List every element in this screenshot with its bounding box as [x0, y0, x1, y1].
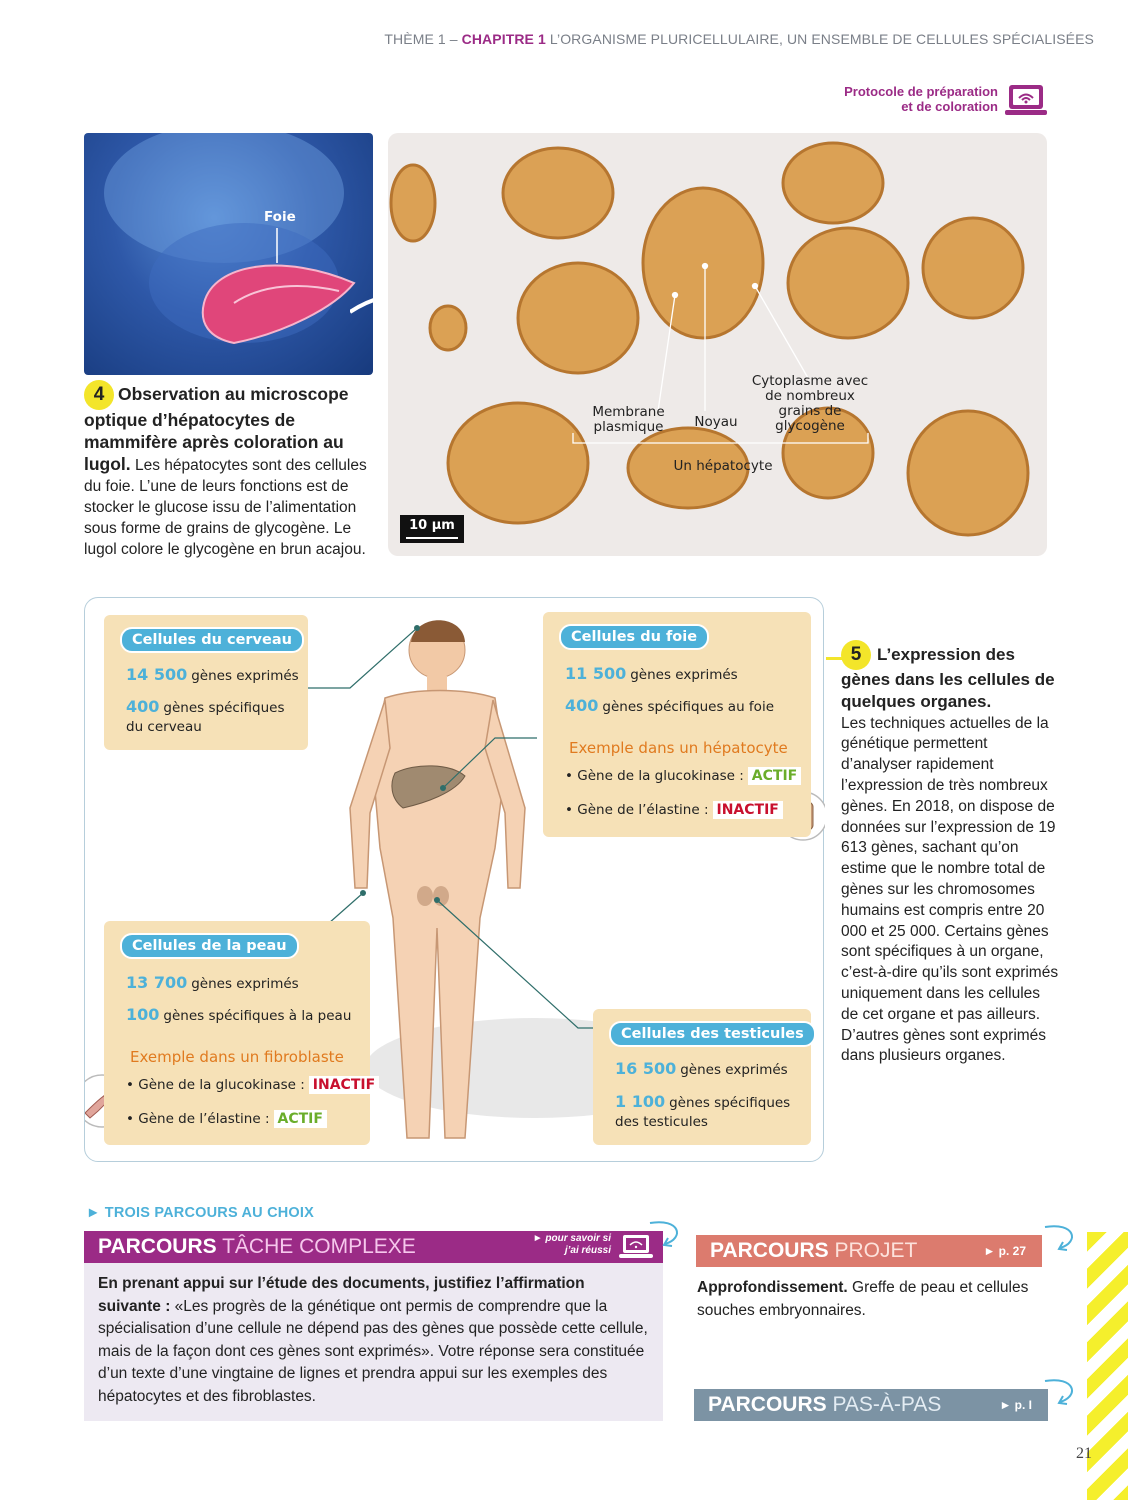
skin-gene-1-status: INACTIF — [309, 1076, 379, 1094]
pas-bold: PARCOURS — [708, 1393, 827, 1416]
skin-gene-1: • Gène de la glucokinase : — [126, 1077, 305, 1093]
header-title: L’ORGANISME PLURICELLULAIRE, UN ENSEMBLE DE CELLULES SPÉCIALISÉES — [545, 31, 1094, 47]
membrane-label: Membrane plasmique — [592, 404, 665, 435]
doc4-number: 4 — [84, 380, 114, 410]
liver-specific-text: gènes spécifiques au foie — [602, 699, 774, 715]
liver-gene-2: • Gène de l’élastine : — [565, 802, 709, 818]
torso-liver-illustration — [84, 133, 373, 375]
tache-lead: En prenant appui sur l’étude des documents, justifiez l’affirmation suivante : — [98, 1275, 585, 1315]
parcours-heading-text: TROIS PARCOURS AU CHOIX — [104, 1205, 315, 1221]
noyau-label: Noyau — [694, 414, 738, 430]
parcours-projet-bar[interactable] — [696, 1235, 1042, 1267]
header-chapter: CHAPITRE 1 — [461, 31, 546, 47]
torso-liver-graphic — [84, 133, 373, 375]
protocol-link[interactable] — [844, 84, 998, 114]
skin-specific-text: gènes spécifiques à la peau — [163, 1008, 352, 1024]
brain-genes-text: gènes exprimés — [191, 668, 299, 684]
brain-specific-count: 400 — [126, 697, 160, 716]
testis-cells-title: Cellules des testicules — [609, 1021, 816, 1047]
cytoplasme-label: Cytoplasme avec de nombreux grains de glycogène — [751, 373, 869, 434]
testis-specific-text: gènes spécifiques — [669, 1095, 791, 1111]
testis-specific-text-2: des testicules — [615, 1114, 708, 1130]
liver-gene-1-status: ACTIF — [748, 767, 801, 785]
doc4-text: Les hépatocytes sont des cellules du foie. L’une de leurs fonctions est de stocker le glucose issu de l’alimentation sous forme de grains de glycogène. Le lugol colore le glycogène en brun acajou. — [84, 457, 367, 558]
liver-cells-title: Cellules du foie — [559, 624, 709, 650]
doc4-caption — [84, 380, 384, 560]
skin-genes-count: 13 700 — [126, 973, 188, 992]
protocol-line-1: Protocole de préparation — [844, 84, 998, 99]
micrograph-graphic — [388, 133, 1047, 556]
tache-text: «Les progrès de la génétique ont permis de comprendre que la spécialisation d’une cellule ne dépend pas des gènes que possède cette cellule, mais de la façon dont ces gènes sont exprimés». Votre réponse sera constituée d’un texte d’une vingtaine de lignes et prendra appui sur les exemples des hépatocytes et des fibroblastes. — [98, 1297, 648, 1405]
liver-genes-count: 11 500 — [565, 664, 627, 683]
doc5-text: Les techniques actuelles de la génétique permettent d’analyser rapidement l’expression de très nombreux gènes. En 2018, on dispose de données sur l’expression de 19 613 gènes, sachant qu’on estime que le nombre total de gènes sur les chromosomes humains est compris entre 20 000 et 25 000. Certains gènes sont spécifiques à un organe, c’est-à-dire qu’ils sont exprimés uniquement dans les cellules de cet organe et pas ailleurs. D’autres gènes sont exprimés dans plusieurs organes. — [841, 714, 1059, 1065]
running-header — [384, 31, 1094, 47]
parcours-tache-bar[interactable] — [84, 1231, 663, 1263]
pas-page[interactable]: ► p. I — [999, 1398, 1032, 1412]
testis-genes-text: gènes exprimés — [680, 1062, 788, 1078]
page-number: 21 — [1076, 1445, 1092, 1462]
brain-cells-box — [104, 615, 308, 750]
liver-genes-text: gènes exprimés — [630, 667, 738, 683]
hepatocyte-micrograph — [388, 133, 1047, 556]
laptop-wifi-icon[interactable] — [1004, 83, 1048, 117]
tache-body — [84, 1263, 663, 1421]
skin-specific-count: 100 — [126, 1005, 160, 1024]
tache-light: TÂCHE COMPLEXE — [216, 1235, 416, 1258]
doc5-title: L’expression des gènes dans les cellules de quelques organes. — [841, 645, 1055, 711]
projet-page[interactable]: ► p. 27 — [983, 1244, 1026, 1258]
tache-hint-text: pour savoir si j’ai réussi — [545, 1233, 611, 1256]
parcours-pas-bar[interactable] — [694, 1389, 1048, 1421]
curved-arrow-icon — [640, 1218, 688, 1248]
testis-genes-count: 16 500 — [615, 1059, 677, 1078]
skin-example-title: Exemple dans un fibroblaste — [130, 1048, 344, 1066]
skin-gene-2: • Gène de l’élastine : — [126, 1111, 270, 1127]
brain-genes-count: 14 500 — [126, 665, 188, 684]
projet-body: Greffe de peau et cellules souches embryonnaires. — [697, 1279, 1029, 1319]
tache-hint: ► pour savoir si j’ai réussi — [532, 1233, 611, 1256]
liver-specific-count: 400 — [565, 696, 599, 715]
doc5-caption — [841, 640, 1061, 1067]
projet-lead: Approfondissement. — [697, 1279, 848, 1296]
liver-label: Foie — [264, 209, 296, 225]
liver-cells-box — [543, 612, 811, 837]
skin-cells-box — [104, 921, 376, 1145]
tache-bold: PARCOURS — [98, 1235, 217, 1258]
skin-cells-title: Cellules de la peau — [120, 933, 299, 959]
brain-specific-text: gènes spécifiques — [163, 700, 285, 716]
protocol-line-2: et de coloration — [901, 99, 998, 114]
curved-arrow-icon-3 — [1035, 1376, 1083, 1406]
liver-example-title: Exemple dans un hépatocyte — [569, 739, 788, 757]
yellow-stripes-decoration — [1087, 1232, 1128, 1500]
liver-gene-1: • Gène de la glucokinase : — [565, 768, 744, 784]
gene-expression-figure — [84, 597, 824, 1162]
pas-light: PAS-À-PAS — [826, 1393, 942, 1416]
header-theme: THÈME 1 – — [384, 31, 462, 47]
doc4-title: Observation au microscope optique d’hépatocytes de mammifère après coloration au lugol. — [84, 384, 349, 474]
testis-specific-count: 1 100 — [615, 1092, 666, 1111]
curved-arrow-icon-2 — [1035, 1222, 1083, 1252]
brain-cells-title: Cellules du cerveau — [120, 627, 304, 653]
projet-bold: PARCOURS — [710, 1239, 829, 1262]
hepatocyte-label: Un hépatocyte — [673, 458, 773, 474]
skin-gene-2-status: ACTIF — [274, 1110, 327, 1128]
skin-genes-text: gènes exprimés — [191, 976, 299, 992]
scale-bar: 10 µm — [400, 515, 464, 543]
liver-gene-2-status: INACTIF — [713, 801, 783, 819]
parcours-heading: ► TROIS PARCOURS AU CHOIX — [86, 1205, 315, 1221]
projet-text — [697, 1277, 1067, 1322]
brain-specific-text-2: du cerveau — [126, 719, 202, 735]
projet-light: PROJET — [828, 1239, 918, 1262]
testis-cells-box — [593, 1009, 811, 1145]
doc5-number: 5 — [841, 640, 871, 670]
